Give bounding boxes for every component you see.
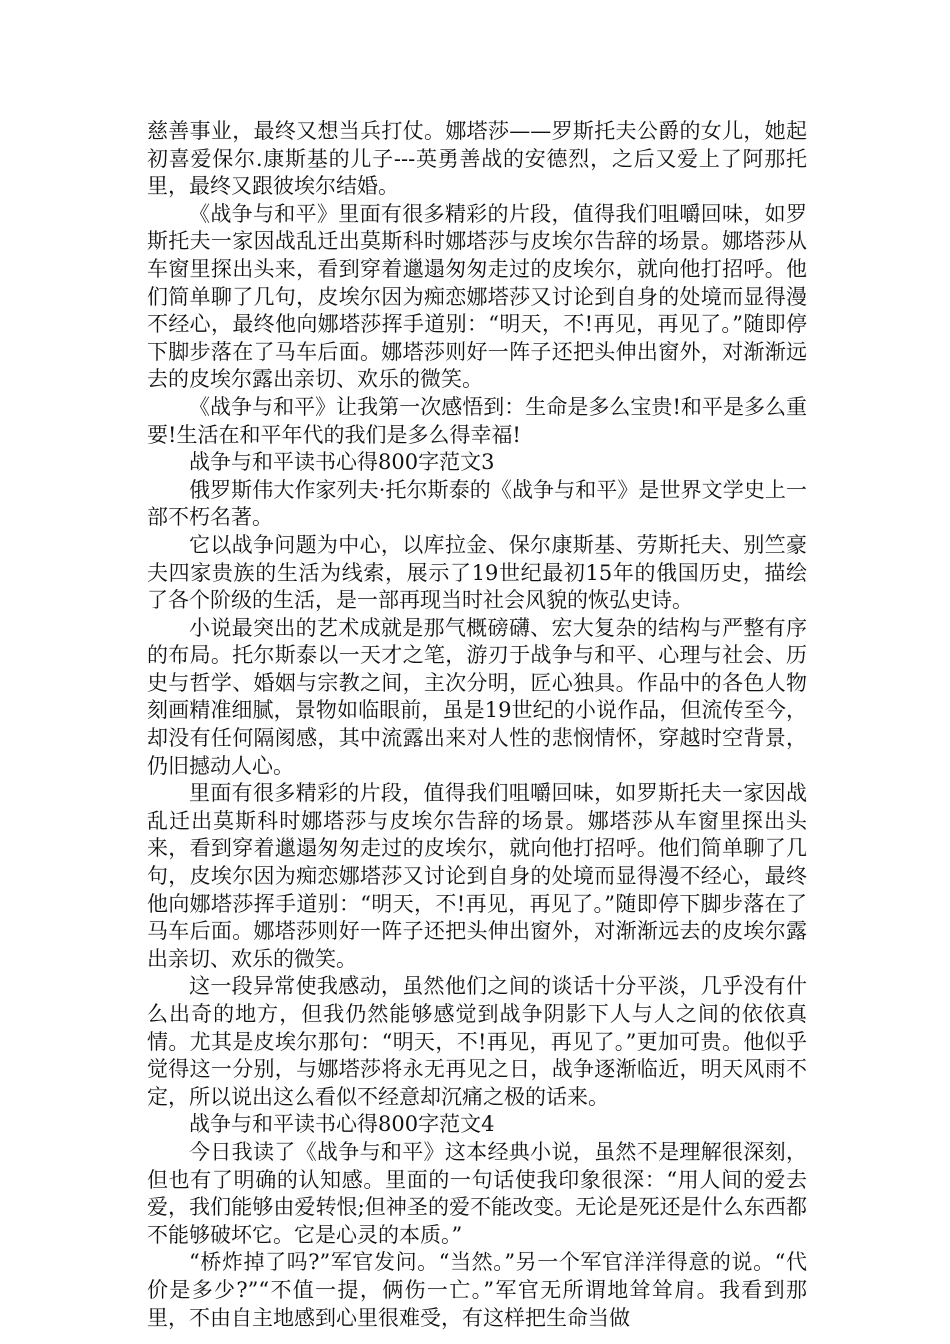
paragraph: 里面有很多精彩的片段，值得我们咀嚼回味，如罗斯托夫一家因战乱迁出莫斯科时娜塔莎与皮埃尔告辞的场景。娜塔莎从车窗里探出头来，看到穿着邋遢匆匆走过的皮埃尔，就向他打招呼。他们简单聊了几句，皮埃尔因为痴恋娜塔莎又讨论到自身的处境而显得漫不经心，最终他向娜塔莎挥手道别：“明天，不!再见，再见了。”随即停下脚步落在了马车后面。娜塔莎则好一阵子还把头伸出窗外，对渐渐远去的皮埃尔露出亲切、欢乐的微笑。 — [147, 781, 807, 971]
paragraph: 这一段异常使我感动，虽然他们之间的谈话十分平淡，几乎没有什么出奇的地方，但我仍然能够感觉到战争阴影下人与人之间的依依真情。尤其是皮埃尔那句：“明天，不!再见，再见了。”更加可贵。他似乎觉得这一分别，与娜塔莎将永无再见之日，战争逐渐临近，明天风雨不定，所以说出这么看似不经意却沉痛之极的话来。 — [147, 974, 807, 1109]
paragraph-continued: 慈善事业，最终又想当兵打仗。娜塔莎——罗斯托夫公爵的女儿，她起初喜爱保尔.康斯基的儿子---英勇善战的安德烈，之后又爱上了阿那托里，最终又跟彼埃尔结婚。 — [147, 119, 807, 199]
paragraph: 它以战争问题为中心，以库拉金、保尔康斯基、劳斯托夫、别竺豪夫四家贵族的生活为线索，展示了19世纪最初15年的俄国历史，描绘了各个阶级的生活，是一部再现当时社会风貌的恢弘史诗。 — [147, 532, 807, 613]
section-heading: 战争与和平读书心得800字范文3 — [189, 450, 495, 475]
paragraph: 今日我读了《战争与和平》这本经典小说，虽然不是理解很深刻，但也有了明确的认知感。里面的一句话使我印象很深：“用人间的爱去爱，我们能够由爱转恨;但神圣的爱不能改变。无论是死还是什么东西都不能够破坏它。它是心灵的本质。” — [147, 1139, 807, 1247]
paragraph: 《战争与和平》里面有很多精彩的片段，值得我们咀嚼回味，如罗斯托夫一家因战乱迁出莫斯科时娜塔莎与皮埃尔告辞的场景。娜塔莎从车窗里探出头来，看到穿着邋遢匆匆走过的皮埃尔，就向他打招呼。他们简单聊了几句，皮埃尔因为痴恋娜塔莎又讨论到自身的处境而显得漫不经心，最终他向娜塔莎挥手道别：“明天，不!再见，再见了。”随即停下脚步落在了马车后面。娜塔莎则好一阵子还把头伸出窗外，对渐渐远去的皮埃尔露出亲切、欢乐的微笑。 — [147, 201, 807, 392]
paragraph: 《战争与和平》让我第一次感悟到：生命是多么宝贵!和平是多么重要!生活在和平年代的我们是多么得幸福! — [147, 394, 807, 447]
paragraph: 俄罗斯伟大作家列夫·托尔斯泰的《战争与和平》是世界文学史上一部不朽名著。 — [147, 477, 807, 530]
document-page — [147, 118, 807, 1332]
section-heading: 战争与和平读书心得800字范文4 — [189, 1112, 495, 1137]
paragraph: 小说最突出的艺术成就是那气概磅礴、宏大复杂的结构与严整有序的布局。托尔斯泰以一天才之笔，游刃于战争与和平、心理与社会、历史与哲学、婚姻与宗教之间，主次分明，匠心独具。作品中的各色人物刻画精准细腻，景物如临眼前，虽是19世纪的小说作品，但流传至今，却没有任何隔阂感，其中流露出来对人性的悲悯情怀，穿越时空背景，仍旧撼动人心。 — [147, 615, 807, 778]
paragraph: “桥炸掉了吗?”军官发问。“当然。”另一个军官洋洋得意的说。“代价是多少?”“不值一提，俩伤一亡。”军官无所谓地耸耸肩。我看到那里，不由自主地感到心里很难受，有这样把生命当做 — [147, 1250, 807, 1330]
